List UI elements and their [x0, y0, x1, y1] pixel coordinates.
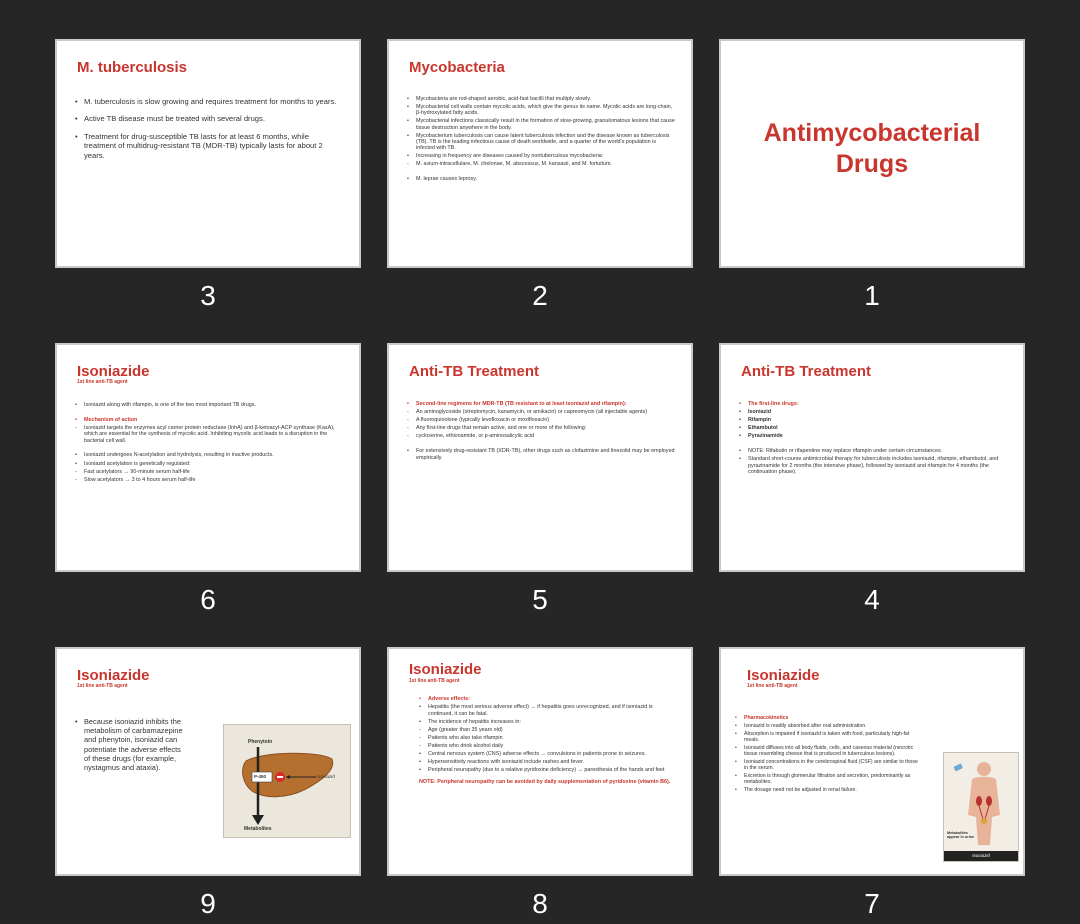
figure-caption: Metabolites appear in urine — [947, 831, 975, 840]
bullet: - cycloserine, ethionamide, or p-aminosalicylic acid — [407, 433, 675, 440]
slide-title: Isoniazide — [77, 363, 150, 380]
bullet: • Isoniazid undergoes N-acetylation and hydrolysis, resulting in inactive products. — [75, 452, 343, 459]
kidney-excretion-figure — [943, 752, 1019, 862]
slide-number: 9 — [200, 888, 216, 919]
bullet: • Isoniazid acetylation is genetically regulated: — [75, 461, 343, 468]
bullet: - Slow acetylators → 3 to 4 hours serum half-life — [75, 477, 343, 484]
bullet: • Second-line regimens for MDR-TB (TB resistant to at least isoniazid and rifampin): — [407, 401, 675, 408]
slide-title — [721, 118, 1023, 180]
bullet: • Isoniazid — [739, 409, 1007, 416]
bullet: • The dosage need not be adjusted in renal failure. — [735, 787, 923, 793]
slide-number: 3 — [200, 280, 216, 311]
bullet: • Central nervous system (CNS) adverse effects → convulsions in patients prone to seizures. — [419, 751, 675, 758]
bullet: - M. avium-intracellulare, M. chelonae, M. abscessus, M. kansasii, and M. fortuitum. — [407, 161, 675, 167]
bullet: • Standard short-course antimicrobial therapy for tuberculosis includes isoniazid, rifampin, ethambutol, and pyrazinamide for 2 months (the intensive phase), followed by isoniazid and rifampin for 4 months (the continuation phase). — [739, 456, 1007, 476]
bullet: • Increasing in frequency are diseases caused by nontuberculous mycobacteria: — [407, 153, 675, 159]
slide-body — [739, 401, 1007, 477]
slide-number: 7 — [864, 888, 880, 919]
slide-body — [419, 696, 675, 786]
bullet: • Mechanism of action — [75, 417, 343, 424]
title-line: Drugs — [835, 150, 909, 178]
bullet: - Isoniazid targets the enzymes acyl carrier protein reductase (InhA) and β-ketoacyl-ACP synthase (KasA), which are essential for the synthesis of mycolic acid. Inhibiting mycolic acid leads to a disruption in the bacterial cell wall. — [75, 425, 343, 445]
bullet: - Any first-line drugs that remain active, and one or more of the following: — [407, 425, 675, 432]
bullet: • Isoniazid is readily absorbed after oral administration. — [735, 723, 923, 729]
slide-title: Anti-TB Treatment — [741, 363, 872, 380]
bullet: - A fluoroquinolone (typically levofloxacin or moxifloxacin) — [407, 417, 675, 424]
slide-thumbnail-7[interactable] — [719, 647, 1025, 876]
bullet: • Absorption is impaired if isoniazid is taken with food, particularly high-fat meals. — [735, 731, 923, 744]
slide-thumbnail-3[interactable] — [55, 39, 361, 268]
bullet: • Ethambutol — [739, 425, 1007, 432]
bullet: • Mycobacterial cell walls contain mycolic acids, which give the genus its name. Mycolic acids are long-chain, β-hydroxylated fatty acids. — [407, 104, 675, 117]
bullet: • The incidence of hepatitis increases in: — [419, 719, 675, 726]
bullet: • M. tuberculosis is slow growing and requires treatment for months to years. — [75, 97, 343, 106]
bullet: • Hypersensitivity reactions with isoniazid include rashes and fever. — [419, 759, 675, 766]
bullet: • Mycobacterial infections classically result in the formation of slow-growing, granulomatous lesions that cause tissue destruction anywhere in the body. — [407, 118, 675, 131]
slide-title: Isoniazide — [747, 667, 820, 684]
slide-number: 6 — [200, 584, 216, 615]
slide-thumbnail-6[interactable] — [55, 343, 361, 572]
slide-body — [407, 96, 675, 183]
bullet: - Patients who drink alcohol daily — [419, 743, 675, 750]
bullet: • Peripheral neuropathy (due to a relative pyridoxine deficiency) → paresthesia of the hands and feet — [419, 767, 675, 774]
slide-body — [75, 402, 343, 485]
slide-thumbnail-4[interactable] — [719, 343, 1025, 572]
figure-drug-label: Isoniazid — [317, 774, 335, 779]
figure-top-label: Phenytoin — [248, 739, 273, 745]
bullet: - Patients who also take rifampin — [419, 735, 675, 742]
bullet: • Hepatitis (the most serious adverse effect) → if hepatitis goes unrecognized, and if isoniazid is continued, it can be fatal. — [419, 704, 675, 717]
bullet: • For extensively drug-resistant TB (XDR-TB), other drugs such as clofazimine and linezolid may be employed empirically. — [407, 448, 675, 461]
slide-subtitle: 1st line anti-TB agent — [77, 683, 128, 689]
slide-number: 4 — [864, 584, 880, 615]
bullet: • M. leprae causes leprosy. — [407, 176, 675, 182]
bullet: • Pharmacokinetics — [735, 715, 923, 721]
bullet: • Isoniazid concentrations in the cerebrospinal fluid (CSF) are similar to those in the serum. — [735, 759, 923, 772]
bullet: • Treatment for drug-susceptible TB lasts for at least 6 months, while treatment of multidrug-resistant TB (MDR-TB) typically lasts for about 2 years. — [75, 132, 343, 160]
bullet: • Mycobacterium tuberculosis can cause latent tuberculosis infection and the disease known as tuberculosis (TB). TB is the leading infectious cause of death worldwide, and a quarter of the world's population is infected with TB. — [407, 133, 675, 152]
slide-body — [75, 97, 343, 162]
slide-title: Isoniazide — [77, 667, 150, 684]
slide-thumbnail-2[interactable] — [387, 39, 693, 268]
slide-title: Anti-TB Treatment — [409, 363, 540, 380]
bullet: • The first-line drugs: — [739, 401, 1007, 408]
figure-bottom-label: Metabolites — [244, 826, 272, 832]
slide-title: M. tuberculosis — [77, 59, 188, 76]
slide-subtitle: 1st line anti-TB agent — [409, 678, 460, 684]
figure-enzyme-label: P-450 — [254, 774, 267, 779]
bullet: - Fast acetylators → 90-minute serum half-life — [75, 469, 343, 476]
liver-diagram-icon — [224, 725, 350, 837]
bullet: • Isoniazid diffuses into all body fluids, cells, and caseous material (necrotic tissue resembling cheese that is produced in tuberculous lesions). — [735, 745, 923, 758]
bullet: • Mycobacteria are rod-shaped aerobic, acid-fast bacilli that multiply slowly. — [407, 96, 675, 102]
slide-title: Isoniazide — [409, 661, 482, 678]
bullet: • Pyrazinamide — [739, 433, 1007, 440]
bullet: • Because isoniazid inhibits the metabolism of carbamazepine and phenytoin, isoniazid can potentiate the adverse effects of these drugs (for example, nystagmus and ataxia). — [75, 717, 189, 772]
bullet: • Adverse effects: — [419, 696, 675, 703]
slide-number: 5 — [532, 584, 548, 615]
slide-subtitle: 1st line anti-TB agent — [77, 379, 128, 385]
slide-number: 8 — [532, 888, 548, 919]
bullet: • NOTE: Rifabutin or rifapentine may replace rifampin under certain circumstances. — [739, 448, 1007, 455]
bullet: - An aminoglycoside (streptomycin, kanamycin, or amikacin) or capreomycin (all injectable agents) — [407, 409, 675, 416]
slide-thumbnail-8[interactable] — [387, 647, 693, 876]
slide-thumbnail-5[interactable] — [387, 343, 693, 572]
figure-drug-label: Isoniazid — [944, 851, 1018, 861]
phenytoin-metabolism-figure — [223, 724, 351, 838]
slide-body — [75, 717, 189, 774]
slide-body — [735, 715, 923, 795]
slide-thumbnail-1[interactable] — [719, 39, 1025, 268]
slide-number: 1 — [864, 280, 880, 311]
title-line: Antimycobacterial — [763, 119, 981, 147]
bullet: • Active TB disease must be treated with several drugs. — [75, 114, 343, 123]
slide-thumbnail-9[interactable] — [55, 647, 361, 876]
bullet: • Excretion is through glomerular filtration and secretion, predominantly as metabolites. — [735, 773, 923, 786]
human-body-icon — [944, 753, 1018, 861]
slide-title: Mycobacteria — [409, 59, 505, 76]
slide-note: NOTE: Peripheral neuropathy can be avoided by daily supplementation of pyridoxine (vitamin B6). — [419, 779, 671, 785]
slide-number: 2 — [532, 280, 548, 311]
bullet: • Isoniazid along with rifampin, is one of the two most important TB drugs. — [75, 402, 343, 409]
bullet: - Age (greater than 35 years old) — [419, 727, 675, 734]
bullet: • Rifampin — [739, 417, 1007, 424]
slide-subtitle: 1st line anti-TB agent — [747, 683, 798, 689]
slide-body — [407, 401, 675, 463]
